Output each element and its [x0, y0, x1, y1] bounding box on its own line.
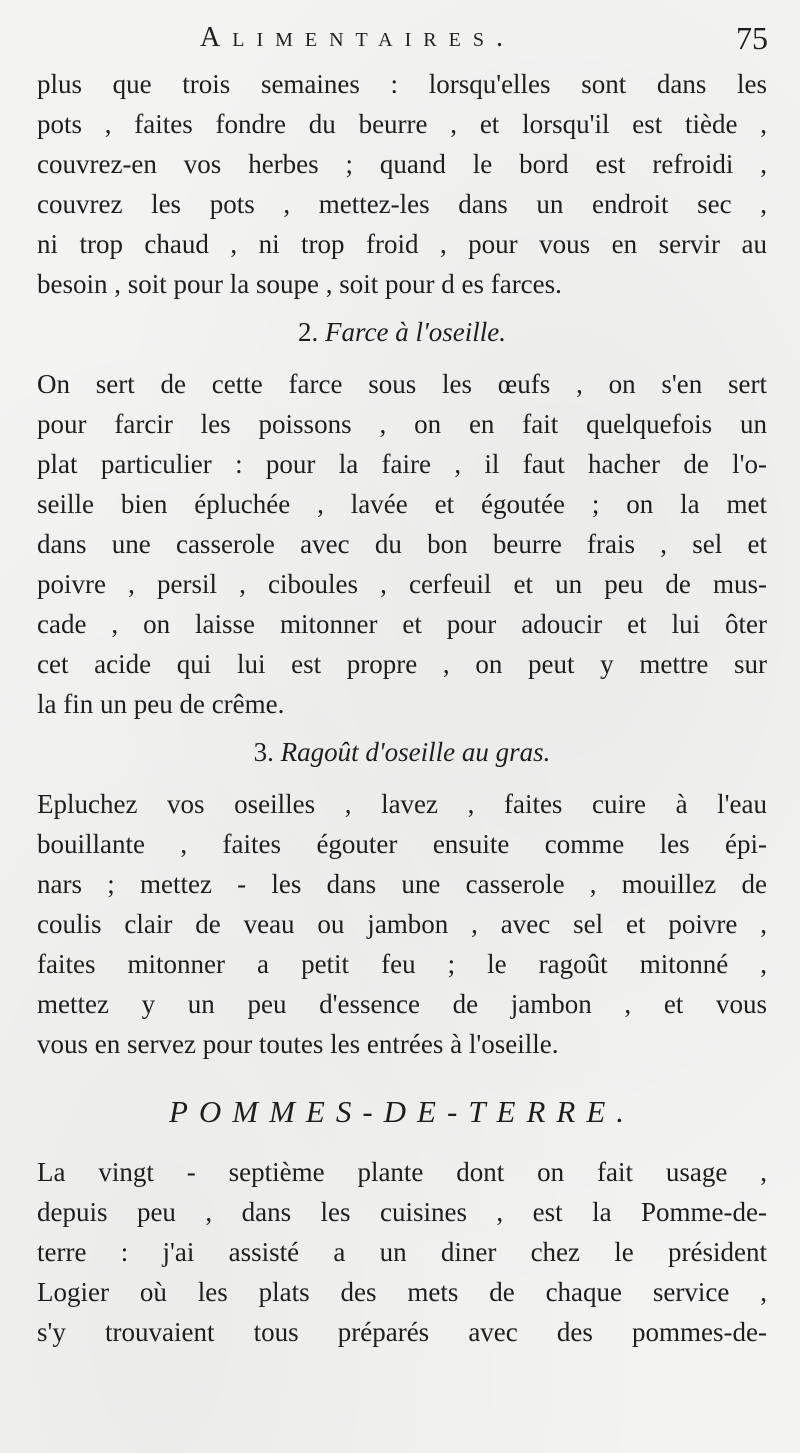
text-line: pots , faites fondre du beurre , et lorsqu'il est tiède , — [37, 109, 767, 139]
recipe-heading — [37, 732, 767, 772]
text-line: depuis peu , dans les cuisines , est la Pomme-de- — [37, 1197, 767, 1227]
text-line: mettez y un peu d'essence de jambon , et vous — [37, 989, 767, 1019]
recipe-number: 2. — [298, 317, 319, 347]
text-line: Epluchez vos oseilles , lavez , faites cuire à l'eau — [37, 789, 767, 819]
text-line: La vingt - septième plante dont on fait usage , — [37, 1157, 767, 1187]
recipe-title: Ragoût d'oseille au gras. — [280, 737, 551, 767]
paragraph-herb-storage — [37, 64, 767, 304]
text-line: Logier où les plats des mets de chaque service , — [37, 1277, 767, 1307]
recipe-number: 3. — [253, 737, 274, 767]
text-line: besoin , soit pour la soupe , soit pour d es farces. — [37, 269, 562, 299]
text-line: seille bien épluchée , lavée et égoutée ; on la met — [37, 489, 767, 519]
text-line: la fin un peu de crême. — [37, 689, 285, 719]
recipe-title: Farce à l'oseille. — [325, 317, 506, 347]
text-line: plus que trois semaines : lorsqu'elles sont dans les — [37, 69, 767, 99]
text-line: cade , on laisse mitonner et pour adoucir et lui ôter — [37, 609, 767, 639]
text-line: faites mitonner a petit feu ; le ragoût mitonné , — [37, 949, 767, 979]
text-line: poivre , persil , ciboules , cerfeuil et un peu de mus- — [37, 569, 767, 599]
paragraph-farce — [37, 364, 767, 724]
paragraph-pommes-de-terre — [37, 1152, 767, 1352]
text-line: cet acide qui lui est propre , on peut y mettre sur — [37, 649, 767, 679]
page-number: 75 — [736, 20, 768, 56]
text-line: plat particulier : pour la faire , il faut hacher de l'o- — [37, 449, 767, 479]
page-body — [37, 64, 767, 1352]
text-line: vous en servez pour toutes les entrées à l'oseille. — [37, 1029, 559, 1059]
text-line: s'y trouvaient tous préparés avec des pommes-de- — [37, 1317, 767, 1347]
text-line: coulis clair de veau ou jambon , avec sel et poivre , — [37, 909, 767, 939]
text-line: pour farcir les poissons , on en fait quelquefois un — [37, 409, 767, 439]
paragraph-ragout — [37, 784, 767, 1064]
text-line: bouillante , faites égouter ensuite comme les épi- — [37, 829, 767, 859]
recipe-heading — [37, 312, 767, 352]
text-line: nars ; mettez - les dans une casserole , mouillez de — [37, 869, 767, 899]
text-line: terre : j'ai assisté a un diner chez le président — [37, 1237, 767, 1267]
text-line: dans une casserole avec du bon beurre frais , sel et — [37, 529, 767, 559]
text-line: couvrez-en vos herbes ; quand le bord est refroidi , — [37, 149, 767, 179]
text-line: ni trop chaud , ni trop froid , pour vous en servir au — [37, 229, 767, 259]
running-head: Alimentaires. — [200, 22, 515, 53]
section-title: POMMES-DE-TERRE. — [168, 1094, 636, 1129]
text-line: couvrez les pots , mettez-les dans un endroit sec , — [37, 189, 767, 219]
text-line: On sert de cette farce sous les œufs , on s'en sert — [37, 369, 767, 399]
